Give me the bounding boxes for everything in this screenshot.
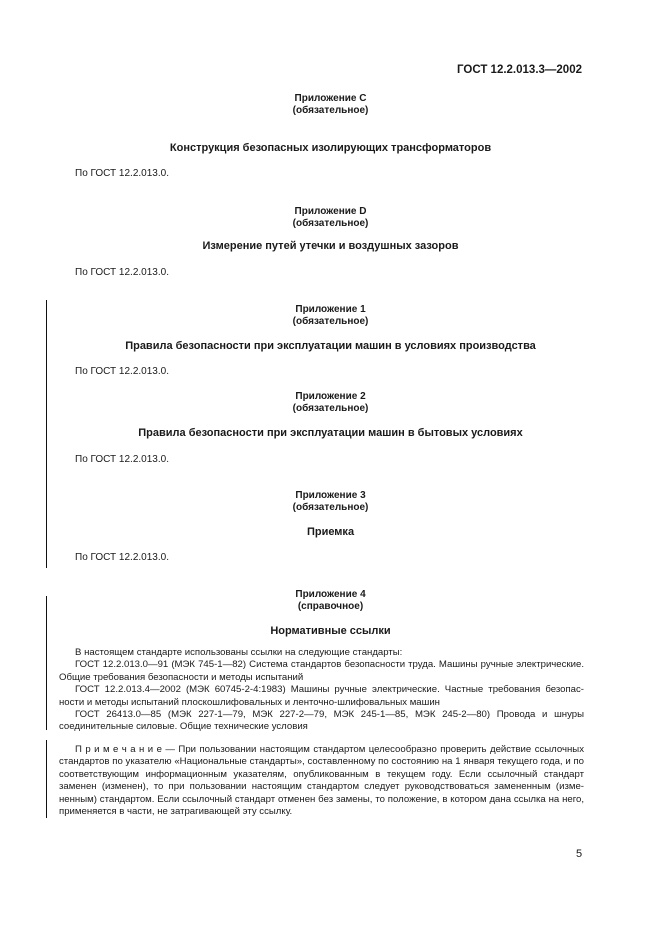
annex-d-title: Измерение путей утечки и воздушных зазоров (202, 240, 459, 252)
annex-d-reference: По ГОСТ 12.2.013.0. (75, 267, 169, 278)
annex-3-title: Приемка (306, 526, 355, 538)
note-paragraph (59, 744, 584, 818)
references-intro: В настоящем стандарте использованы ссылки на следующие стандарты: (75, 647, 403, 658)
revision-bar (46, 740, 47, 818)
annex-4-heading (0, 589, 661, 613)
annex-type: (обязательное) (292, 316, 369, 327)
annex-label: Приложение 4 (295, 589, 366, 600)
annex-1-heading (0, 304, 661, 328)
reference-item: ГОСТ 12.2.013.0—91 (МЭК 745-1—82) Система стандартов безопасности труда. Машины ручные электрические. Общие требования безопасности и методы испытаний (59, 659, 584, 683)
annex-c-heading (0, 93, 661, 117)
annex-type: (обязательное) (292, 403, 369, 414)
annex-label: Приложение 1 (295, 304, 366, 315)
normative-references (59, 647, 584, 734)
note-label: П р и м е ч а н и е (75, 744, 162, 755)
annex-3-reference: По ГОСТ 12.2.013.0. (75, 552, 169, 563)
annex-label: Приложение 2 (295, 391, 366, 402)
annex-label: Приложение D (294, 206, 367, 217)
annex-type: (обязательное) (292, 502, 369, 513)
annex-type: (обязательное) (292, 105, 369, 116)
annex-d-heading (0, 206, 661, 230)
annex-type: (обязательное) (292, 218, 369, 229)
annex-label: Приложение С (294, 93, 367, 104)
annex-4-title: Нормативные ссылки (270, 625, 391, 637)
annex-1-title: Правила безопасности при эксплуатации машин в условиях производства (125, 340, 536, 352)
annex-1-reference: По ГОСТ 12.2.013.0. (75, 366, 169, 377)
page-number: 5 (576, 848, 583, 860)
reference-item: ГОСТ 26413.0—85 (МЭК 227-1—79, МЭК 227-2—79, МЭК 245-1—85, МЭК 245-2—80) Провода и шнуры соединительные силовые. Общие технические условия (59, 709, 584, 733)
annex-c-reference: По ГОСТ 12.2.013.0. (75, 168, 169, 179)
reference-item: ГОСТ 12.2.013.4—2002 (МЭК 60745-2-4:1983) Машины ручные электрические. Частные требования безопасности и методы испытаний плоскошлифовальных и ленточно-шлифовальных машин (59, 684, 584, 708)
annex-label: Приложение 3 (295, 490, 366, 501)
annex-2-heading (0, 391, 661, 415)
revision-bar (46, 596, 47, 730)
annex-3-heading (0, 490, 661, 514)
annex-2-reference: По ГОСТ 12.2.013.0. (75, 454, 169, 465)
annex-2-title: Правила безопасности при эксплуатации машин в бытовых условиях (138, 427, 523, 439)
document-code: ГОСТ 12.2.013.3—2002 (457, 64, 582, 76)
annex-type: (справочное) (297, 601, 364, 612)
note-text: — При пользовании настоящим стандартом целесообразно проверить действие ссылочных стандартов по указателю «Национальные стандарты», составленному по состоянию на 1 января текущего года, и по соответствующим информационным указателям, опубликованным в текущем году. Если ссылочный стандарт заменен (изменен), то при пользовании настоящим стандартом следует руководствоваться замененным (измененным) стандартом. Если ссылочный стандарт отменен без замены, то положение, в котором дана ссылка на него, применяется в части, не затрагивающей эту ссылку. (59, 744, 585, 818)
annex-c-title: Конструкция безопасных изолирующих трансформаторов (169, 142, 492, 154)
